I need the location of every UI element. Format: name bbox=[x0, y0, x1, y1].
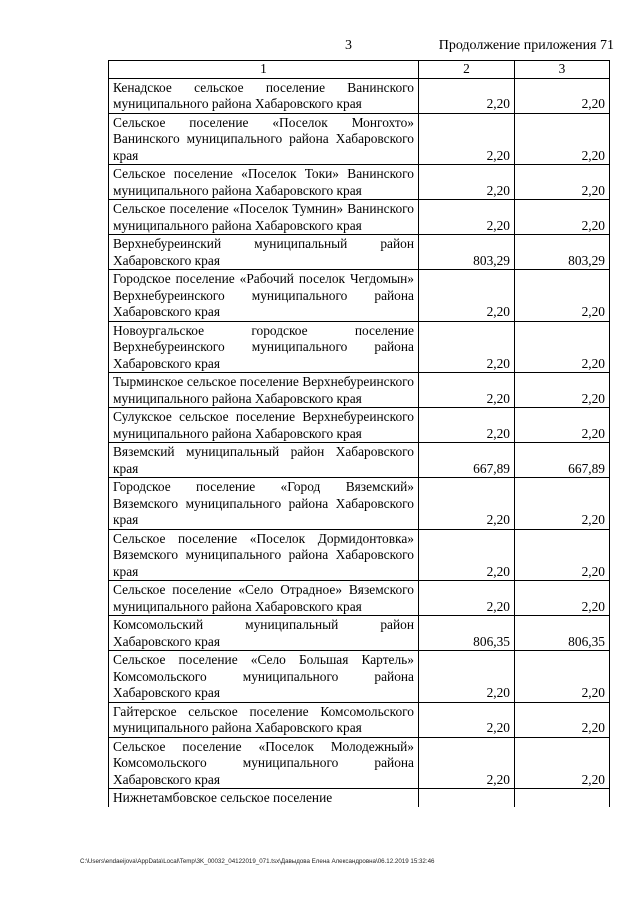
municipality-name-cell: Сельское поселение «Поселок Молодежный» Комсомольского муниципального района Хабаровского края bbox=[109, 737, 419, 789]
value-col-3-cell: 2,20 bbox=[515, 529, 610, 581]
table-row bbox=[109, 321, 610, 373]
value-col-3-cell: 2,20 bbox=[515, 270, 610, 322]
appendix-table bbox=[108, 60, 610, 807]
table-row bbox=[109, 165, 610, 200]
value-col-2-cell: 2,20 bbox=[419, 78, 515, 113]
page-number: 3 bbox=[345, 38, 352, 53]
value-col-2-cell bbox=[419, 789, 515, 807]
column-header-2: 2 bbox=[419, 61, 515, 79]
table-row bbox=[109, 270, 610, 322]
value-col-2-cell: 667,89 bbox=[419, 443, 515, 478]
value-col-3-cell: 2,20 bbox=[515, 478, 610, 530]
municipality-name-cell: Сельское поселение «Поселок Тумнин» Ванинского муниципального района Хабаровского края bbox=[109, 200, 419, 235]
value-col-3-cell: 2,20 bbox=[515, 321, 610, 373]
value-col-3-cell: 803,29 bbox=[515, 235, 610, 270]
municipality-name-cell: Сельское поселение «Село Большая Картель» Комсомольского муниципального района Хабаровского края bbox=[109, 651, 419, 703]
municipality-name-cell: Новоургальское городское поселение Верхнебуреинского муниципального района Хабаровского края bbox=[109, 321, 419, 373]
value-col-2-cell: 2,20 bbox=[419, 321, 515, 373]
table-row bbox=[109, 373, 610, 408]
table-row bbox=[109, 235, 610, 270]
value-col-2-cell: 2,20 bbox=[419, 581, 515, 616]
value-col-2-cell: 2,20 bbox=[419, 113, 515, 165]
table-row bbox=[109, 478, 610, 530]
value-col-2-cell: 2,20 bbox=[419, 408, 515, 443]
value-col-3-cell: 2,20 bbox=[515, 702, 610, 737]
municipality-name-cell: Нижнетамбовское сельское поселение bbox=[109, 789, 419, 807]
table-row bbox=[109, 737, 610, 789]
municipality-name-cell: Городское поселение «Город Вяземский» Вяземского муниципального района Хабаровского края bbox=[109, 478, 419, 530]
table-row bbox=[109, 616, 610, 651]
table-row bbox=[109, 581, 610, 616]
table-row bbox=[109, 78, 610, 113]
value-col-3-cell: 2,20 bbox=[515, 581, 610, 616]
value-col-2-cell: 2,20 bbox=[419, 651, 515, 703]
municipality-name-cell: Верхнебуреинский муниципальный район Хабаровского края bbox=[109, 235, 419, 270]
column-number-row bbox=[109, 61, 610, 79]
value-col-3-cell: 2,20 bbox=[515, 408, 610, 443]
value-col-2-cell: 2,20 bbox=[419, 165, 515, 200]
column-header-3: 3 bbox=[515, 61, 610, 79]
value-col-3-cell bbox=[515, 789, 610, 807]
value-col-2-cell: 2,20 bbox=[419, 270, 515, 322]
municipality-name-cell: Сельское поселение «Село Отрадное» Вяземского муниципального района Хабаровского края bbox=[109, 581, 419, 616]
value-col-2-cell: 806,35 bbox=[419, 616, 515, 651]
value-col-3-cell: 2,20 bbox=[515, 165, 610, 200]
table-body bbox=[109, 78, 610, 807]
table-row bbox=[109, 408, 610, 443]
value-col-3-cell: 806,35 bbox=[515, 616, 610, 651]
table-row bbox=[109, 200, 610, 235]
table-row bbox=[109, 529, 610, 581]
municipality-name-cell: Сельское поселение «Поселок Токи» Ванинского муниципального района Хабаровского края bbox=[109, 165, 419, 200]
table-row bbox=[109, 651, 610, 703]
value-col-2-cell: 2,20 bbox=[419, 373, 515, 408]
table-row bbox=[109, 113, 610, 165]
municipality-name-cell: Сулукское сельское поселение Верхнебуреинского муниципального района Хабаровского края bbox=[109, 408, 419, 443]
municipality-name-cell: Кенадское сельское поселение Ванинского муниципального района Хабаровского края bbox=[109, 78, 419, 113]
value-col-2-cell: 803,29 bbox=[419, 235, 515, 270]
value-col-2-cell: 2,20 bbox=[419, 200, 515, 235]
municipality-name-cell: Сельское поселение «Поселок Дормидонтовка» Вяземского муниципального района Хабаровского края bbox=[109, 529, 419, 581]
value-col-3-cell: 2,20 bbox=[515, 200, 610, 235]
table-row bbox=[109, 443, 610, 478]
municipality-name-cell: Сельское поселение «Поселок Монгохто» Ванинского муниципального района Хабаровского края bbox=[109, 113, 419, 165]
column-header-1: 1 bbox=[109, 61, 419, 79]
value-col-2-cell: 2,20 bbox=[419, 529, 515, 581]
value-col-3-cell: 2,20 bbox=[515, 373, 610, 408]
municipality-name-cell: Гайтерское сельское поселение Комсомольского муниципального района Хабаровского края bbox=[109, 702, 419, 737]
value-col-2-cell: 2,20 bbox=[419, 737, 515, 789]
continuation-title: Продолжение приложения 71 bbox=[438, 38, 614, 53]
municipality-name-cell: Тырминское сельское поселение Верхнебуреинского муниципального района Хабаровского края bbox=[109, 373, 419, 408]
footer-file-path: C:\Users\endaeijova\AppData\Local\Temp\3K_00032_04122019_071.tsx\Давыдова Елена Александровна\06.12.2019 15:32:46 bbox=[80, 858, 435, 865]
municipality-name-cell: Городское поселение «Рабочий поселок Чегдомын» Верхнебуреинского муниципального района Хабаровского края bbox=[109, 270, 419, 322]
municipality-name-cell: Комсомольский муниципальный район Хабаровского края bbox=[109, 616, 419, 651]
table-row bbox=[109, 702, 610, 737]
value-col-3-cell: 2,20 bbox=[515, 737, 610, 789]
table-row bbox=[109, 789, 610, 807]
value-col-3-cell: 2,20 bbox=[515, 113, 610, 165]
value-col-3-cell: 667,89 bbox=[515, 443, 610, 478]
value-col-3-cell: 2,20 bbox=[515, 78, 610, 113]
value-col-3-cell: 2,20 bbox=[515, 651, 610, 703]
value-col-2-cell: 2,20 bbox=[419, 702, 515, 737]
value-col-2-cell: 2,20 bbox=[419, 478, 515, 530]
municipality-name-cell: Вяземский муниципальный район Хабаровского края bbox=[109, 443, 419, 478]
